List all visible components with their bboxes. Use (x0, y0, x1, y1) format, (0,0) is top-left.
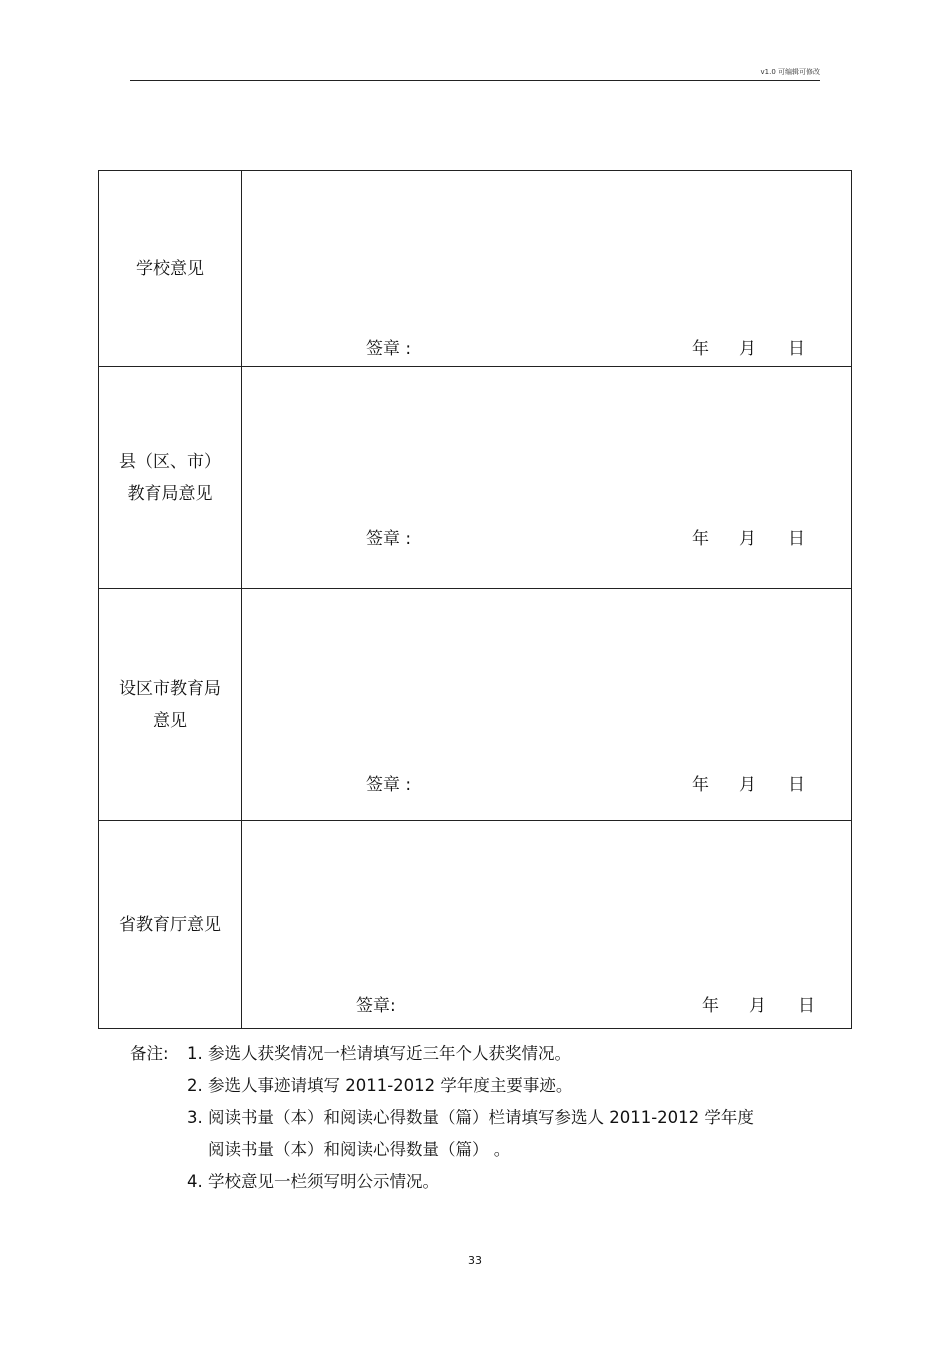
note-item (130, 1070, 850, 1102)
table-row-province (99, 821, 852, 1029)
day-label: 日 (788, 529, 805, 549)
signature-label: 签章: (356, 996, 396, 1016)
signature-line (242, 334, 851, 359)
row-label-city (99, 589, 242, 821)
row-label-line: 县（区、市） (119, 451, 221, 472)
year-label: 年 (692, 775, 709, 795)
month-label: 月 (749, 996, 766, 1016)
signature-label: 签章 : (366, 775, 412, 795)
row-label-line: 意见 (153, 710, 187, 731)
day-label: 日 (788, 775, 805, 795)
signature-label: 签章 : (366, 339, 412, 359)
table-row-county (99, 367, 852, 589)
row-label-province (99, 821, 242, 1029)
page-number: 33 (468, 1254, 482, 1267)
table-row-school (99, 171, 852, 367)
row-label-line: 省教育厅意见 (119, 914, 221, 935)
year-label: 年 (692, 339, 709, 359)
note-item-continuation (130, 1134, 850, 1166)
year-label: 年 (702, 996, 719, 1016)
opinion-field-province[interactable] (242, 821, 852, 1029)
row-label-school (99, 171, 242, 367)
signature-line (242, 770, 851, 795)
note-item (130, 1102, 850, 1134)
row-label-line: 学校意见 (136, 258, 204, 279)
signature-line (242, 991, 851, 1016)
signature-label: 签章 : (366, 529, 412, 549)
month-label: 月 (739, 775, 756, 795)
row-label-line: 设区市教育局 (119, 678, 221, 699)
note-item (130, 1038, 850, 1070)
day-label: 日 (798, 996, 815, 1016)
month-label: 月 (739, 529, 756, 549)
opinion-field-school[interactable] (242, 171, 852, 367)
note-text: 1. 参选人获奖情况一栏请填写近三年个人获奖情况。 (187, 1044, 571, 1063)
year-label: 年 (692, 529, 709, 549)
day-label: 日 (788, 339, 805, 359)
signature-line (242, 524, 851, 549)
opinion-field-county[interactable] (242, 367, 852, 589)
notes-section (130, 1038, 850, 1198)
note-item (130, 1166, 850, 1198)
opinion-form-table (98, 170, 852, 1029)
row-label-line: 教育局意见 (127, 483, 213, 504)
note-text: 4. 学校意见一栏须写明公示情况。 (187, 1172, 439, 1191)
opinion-field-city[interactable] (242, 589, 852, 821)
month-label: 月 (739, 339, 756, 359)
header-divider (130, 80, 820, 81)
notes-lead: 备注: (130, 1044, 169, 1063)
header-version-text: v1.0 可编辑可修改 (760, 68, 820, 76)
row-label-county (99, 367, 242, 589)
note-text: 2. 参选人事迹请填写 2011-2012 学年度主要事迹。 (187, 1076, 573, 1095)
note-text: 阅读书量（本）和阅读心得数量（篇） 。 (208, 1140, 511, 1159)
note-text: 3. 阅读书量（本）和阅读心得数量（篇）栏请填写参选人 2011-2012 学年度 (187, 1108, 754, 1127)
table-row-city (99, 589, 852, 821)
